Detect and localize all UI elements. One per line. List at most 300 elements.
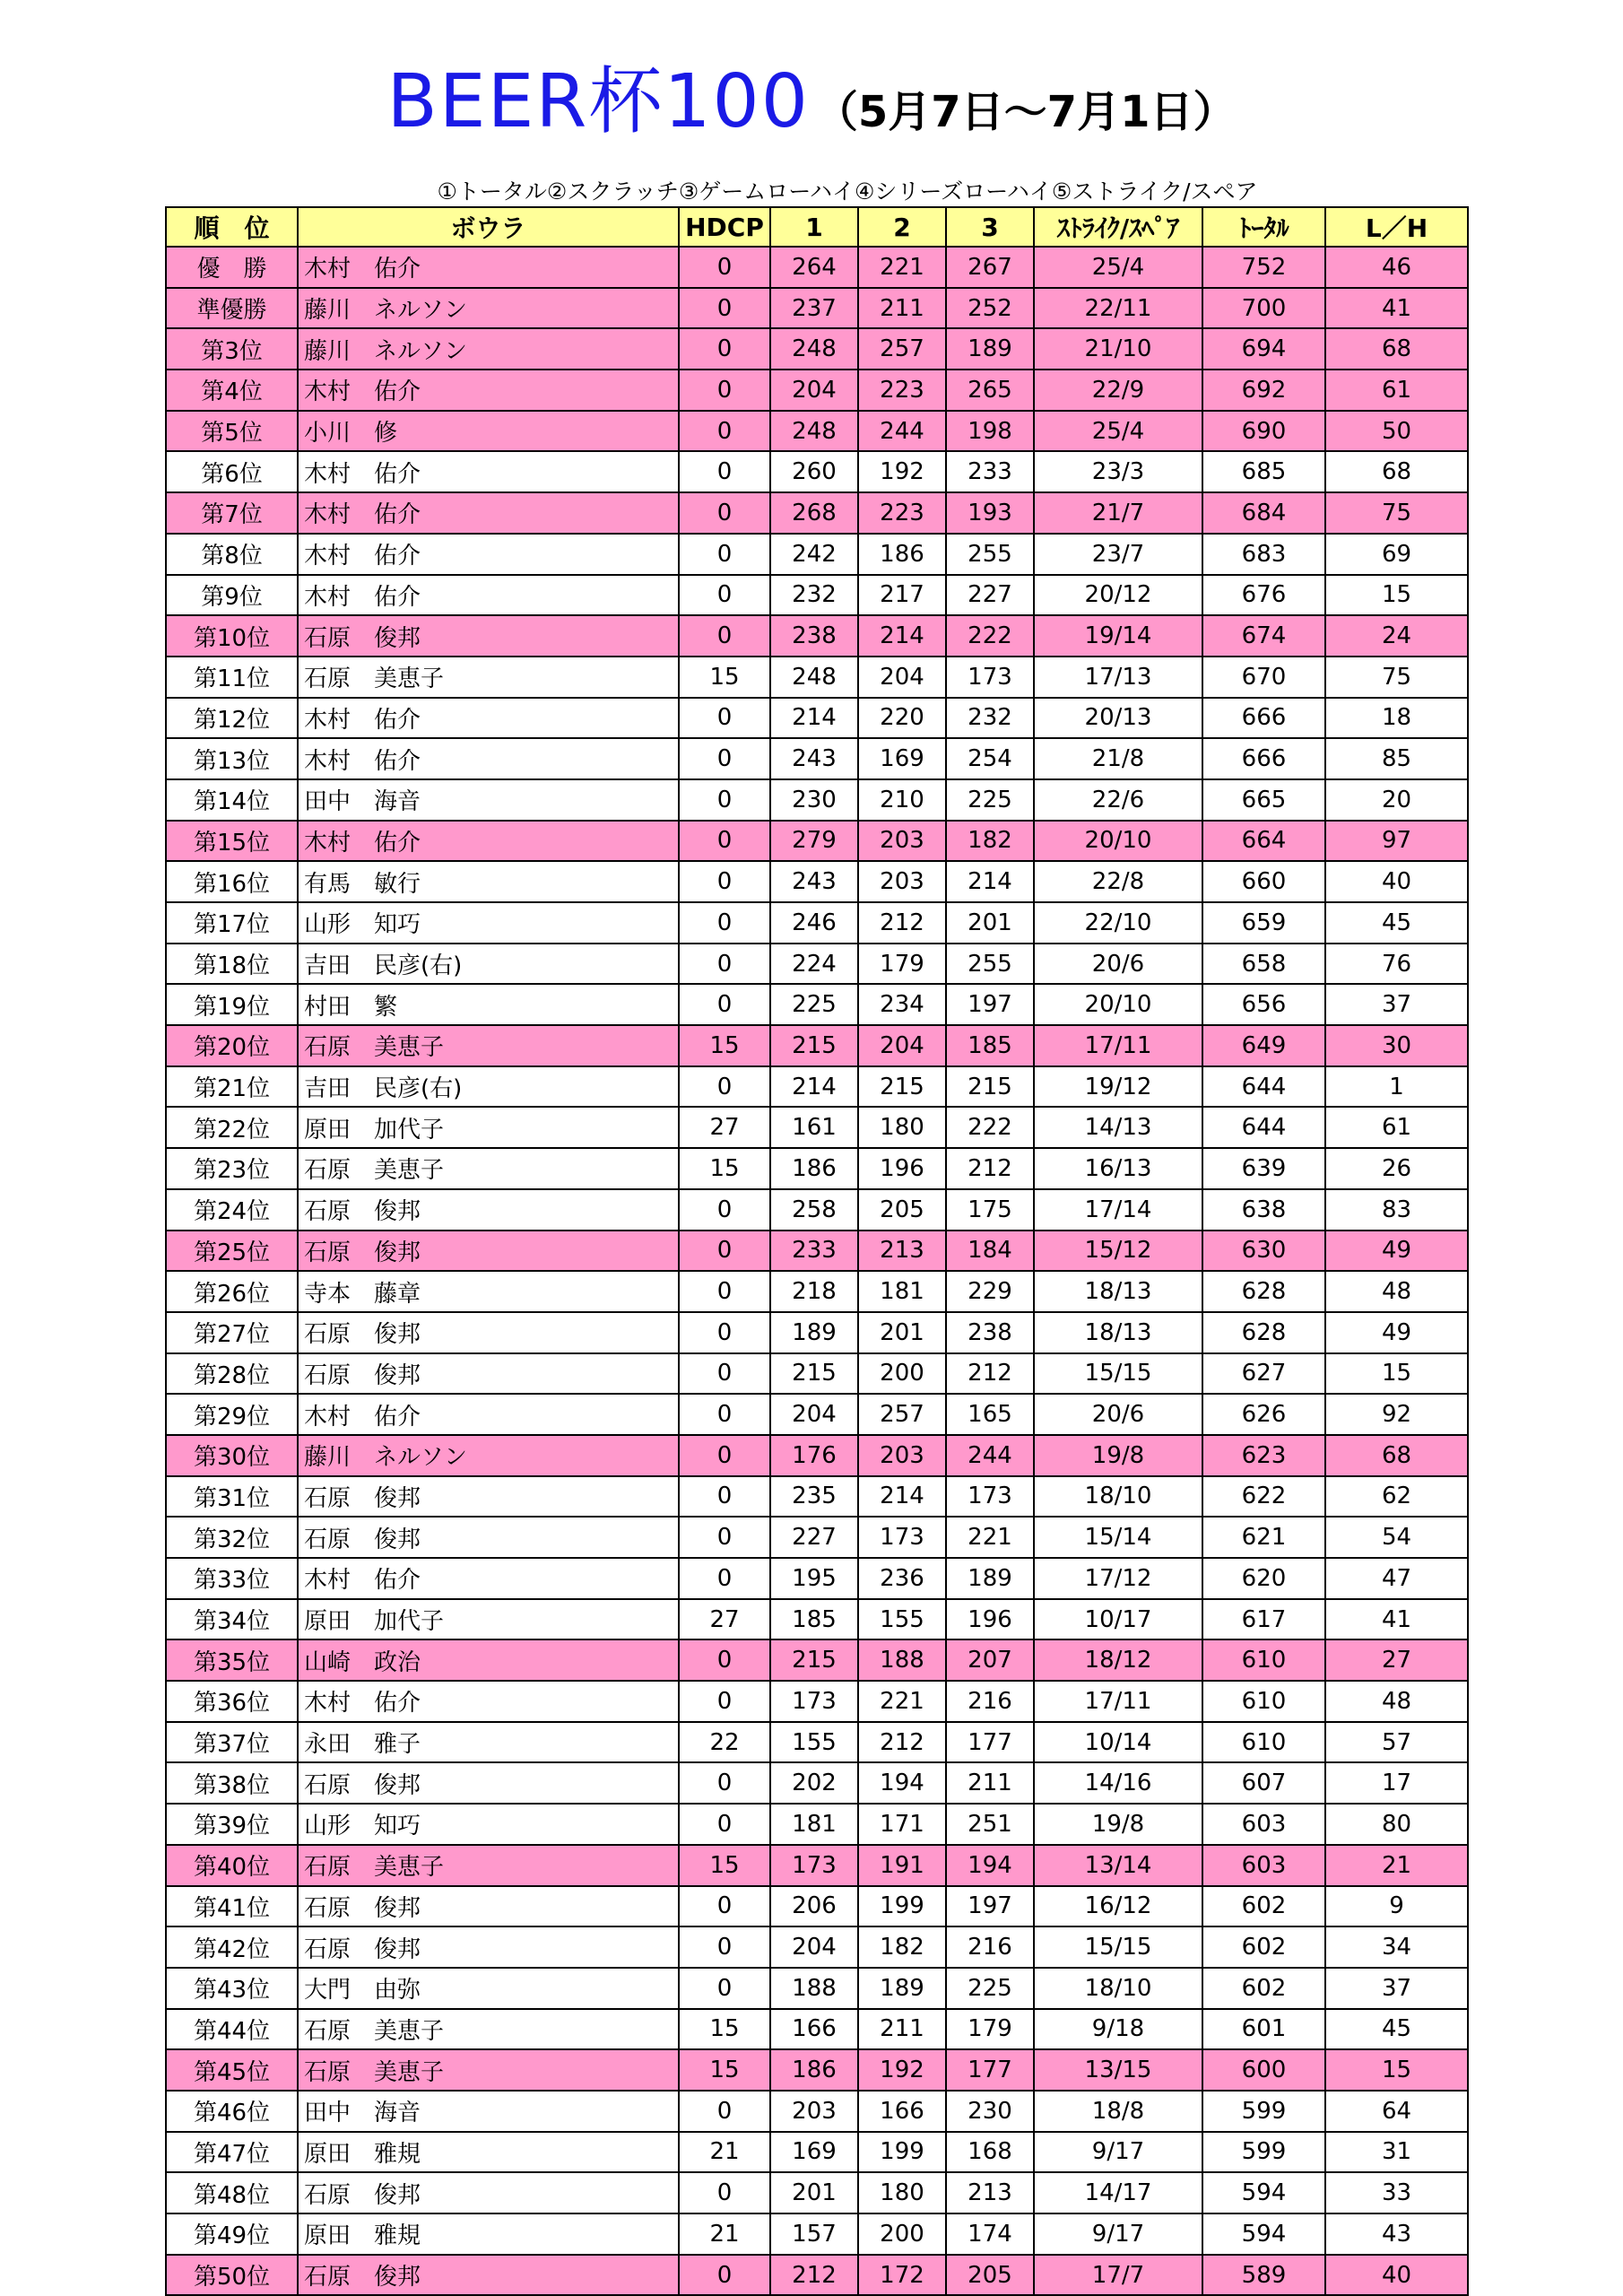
cell-hdcp: 0 [679, 492, 770, 534]
cell-rank: 第40位 [166, 1845, 298, 1886]
cell-game1: 161 [770, 1107, 858, 1148]
cell-rank: 第36位 [166, 1681, 298, 1722]
cell-game1: 243 [770, 861, 858, 902]
column-header-game1: 1 [770, 207, 858, 247]
cell-rank: 第30位 [166, 1435, 298, 1476]
cell-game1: 248 [770, 328, 858, 370]
cell-rank: 第22位 [166, 1107, 298, 1148]
cell-lh: 45 [1325, 2009, 1468, 2050]
cell-bowler: 石原 俊邦 [298, 1762, 679, 1804]
cell-hdcp: 0 [679, 1066, 770, 1108]
cell-hdcp: 0 [679, 1476, 770, 1518]
cell-hdcp: 0 [679, 288, 770, 329]
cell-rank: 第48位 [166, 2172, 298, 2213]
cell-total: 599 [1202, 2132, 1325, 2173]
cell-game1: 233 [770, 1231, 858, 1272]
table-row [166, 1107, 1468, 1148]
cell-game1: 230 [770, 779, 858, 821]
cell-total: 620 [1202, 1558, 1325, 1599]
cell-game1: 189 [770, 1312, 858, 1353]
cell-game2: 223 [858, 492, 946, 534]
table-row [166, 821, 1468, 862]
cell-strike-spare: 9/17 [1034, 2213, 1202, 2255]
cell-game1: 224 [770, 944, 858, 985]
cell-total: 622 [1202, 1476, 1325, 1518]
cell-total: 607 [1202, 1762, 1325, 1804]
cell-strike-spare: 18/13 [1034, 1271, 1202, 1312]
cell-hdcp: 0 [679, 1558, 770, 1599]
cell-game2: 169 [858, 738, 946, 779]
cell-rank: 第34位 [166, 1599, 298, 1640]
cell-strike-spare: 13/15 [1034, 2049, 1202, 2091]
cell-strike-spare: 20/13 [1034, 698, 1202, 739]
cell-game3: 267 [946, 247, 1034, 288]
cell-rank: 第29位 [166, 1394, 298, 1435]
table-row [166, 1066, 1468, 1108]
cell-bowler: 藤川 ネルソン [298, 1435, 679, 1476]
cell-total: 621 [1202, 1517, 1325, 1558]
cell-total: 644 [1202, 1107, 1325, 1148]
page-title [0, 43, 1623, 148]
cell-game1: 169 [770, 2132, 858, 2173]
cell-hdcp: 0 [679, 1639, 770, 1681]
column-header-lh: L／H [1325, 207, 1468, 247]
cell-bowler: 木村 佑介 [298, 1394, 679, 1435]
cell-rank: 第11位 [166, 657, 298, 698]
cell-total: 684 [1202, 492, 1325, 534]
cell-bowler: 石原 俊邦 [298, 1312, 679, 1353]
cell-hdcp: 0 [679, 698, 770, 739]
cell-lh: 57 [1325, 1722, 1468, 1763]
cell-rank: 優 勝 [166, 247, 298, 288]
cell-lh: 41 [1325, 288, 1468, 329]
cell-total: 690 [1202, 411, 1325, 452]
cell-hdcp: 21 [679, 2213, 770, 2255]
cell-bowler: 木村 佑介 [298, 821, 679, 862]
cell-rank: 第7位 [166, 492, 298, 534]
cell-rank: 第42位 [166, 1926, 298, 1968]
cell-total: 589 [1202, 2255, 1325, 2296]
cell-hdcp: 0 [679, 861, 770, 902]
cell-game1: 225 [770, 984, 858, 1025]
cell-game1: 264 [770, 247, 858, 288]
cell-game3: 185 [946, 1025, 1034, 1066]
cell-rank: 第12位 [166, 698, 298, 739]
cell-hdcp: 0 [679, 575, 770, 616]
cell-game3: 189 [946, 328, 1034, 370]
cell-strike-spare: 20/10 [1034, 984, 1202, 1025]
ranking-criteria-legend: ①トータル②スクラッチ③ゲームローハイ④シリーズローハイ⑤ストライク/スペア [437, 178, 1258, 204]
cell-total: 600 [1202, 2049, 1325, 2091]
cell-game3: 232 [946, 698, 1034, 739]
cell-bowler: 寺本 藤章 [298, 1271, 679, 1312]
table-row [166, 1435, 1468, 1476]
cell-game1: 242 [770, 534, 858, 575]
cell-game3: 201 [946, 902, 1034, 944]
table-row [166, 247, 1468, 288]
cell-hdcp: 0 [679, 534, 770, 575]
cell-game1: 235 [770, 1476, 858, 1518]
column-header-bowler: ボウラ [298, 207, 679, 247]
cell-game1: 215 [770, 1353, 858, 1395]
cell-game1: 185 [770, 1599, 858, 1640]
table-row [166, 411, 1468, 452]
cell-hdcp: 0 [679, 1517, 770, 1558]
table-row [166, 1476, 1468, 1518]
cell-lh: 92 [1325, 1394, 1468, 1435]
cell-hdcp: 0 [679, 1189, 770, 1231]
cell-hdcp: 15 [679, 1845, 770, 1886]
table-row [166, 779, 1468, 821]
cell-strike-spare: 18/12 [1034, 1639, 1202, 1681]
cell-game1: 202 [770, 1762, 858, 1804]
table-row [166, 1886, 1468, 1927]
cell-strike-spare: 20/12 [1034, 575, 1202, 616]
cell-bowler: 吉田 民彦(右) [298, 1066, 679, 1108]
cell-total: 670 [1202, 657, 1325, 698]
cell-rank: 第38位 [166, 1762, 298, 1804]
cell-rank: 第37位 [166, 1722, 298, 1763]
column-header-hdcp: HDCP [679, 207, 770, 247]
cell-hdcp: 22 [679, 1722, 770, 1763]
cell-bowler: 小川 修 [298, 411, 679, 452]
cell-hdcp: 21 [679, 2132, 770, 2173]
cell-game2: 201 [858, 1312, 946, 1353]
cell-bowler: 田中 海音 [298, 779, 679, 821]
cell-strike-spare: 22/9 [1034, 370, 1202, 411]
cell-hdcp: 0 [679, 247, 770, 288]
cell-game2: 210 [858, 779, 946, 821]
cell-strike-spare: 14/16 [1034, 1762, 1202, 1804]
column-header-game3: 3 [946, 207, 1034, 247]
cell-bowler: 木村 佑介 [298, 1558, 679, 1599]
cell-bowler: 木村 佑介 [298, 1681, 679, 1722]
cell-lh: 69 [1325, 534, 1468, 575]
cell-lh: 9 [1325, 1886, 1468, 1927]
cell-hdcp: 0 [679, 2255, 770, 2296]
cell-bowler: 石原 俊邦 [298, 1353, 679, 1395]
table-row [166, 2172, 1468, 2213]
cell-game3: 213 [946, 2172, 1034, 2213]
table-row [166, 370, 1468, 411]
cell-strike-spare: 15/14 [1034, 1517, 1202, 1558]
cell-strike-spare: 23/7 [1034, 534, 1202, 575]
cell-rank: 第49位 [166, 2213, 298, 2255]
cell-game2: 186 [858, 534, 946, 575]
cell-bowler: 木村 佑介 [298, 451, 679, 492]
cell-rank: 準優勝 [166, 288, 298, 329]
cell-strike-spare: 18/10 [1034, 1476, 1202, 1518]
cell-game3: 233 [946, 451, 1034, 492]
cell-lh: 27 [1325, 1639, 1468, 1681]
cell-strike-spare: 21/8 [1034, 738, 1202, 779]
cell-total: 685 [1202, 451, 1325, 492]
cell-game1: 206 [770, 1886, 858, 1927]
cell-bowler: 石原 俊邦 [298, 1476, 679, 1518]
cell-total: 610 [1202, 1639, 1325, 1681]
cell-bowler: 原田 加代子 [298, 1107, 679, 1148]
cell-game3: 230 [946, 2091, 1034, 2132]
cell-hdcp: 0 [679, 2172, 770, 2213]
cell-hdcp: 15 [679, 2049, 770, 2091]
cell-bowler: 木村 佑介 [298, 492, 679, 534]
cell-total: 666 [1202, 698, 1325, 739]
cell-hdcp: 0 [679, 1394, 770, 1435]
cell-lh: 64 [1325, 2091, 1468, 2132]
table-row [166, 944, 1468, 985]
cell-rank: 第5位 [166, 411, 298, 452]
cell-lh: 49 [1325, 1312, 1468, 1353]
cell-bowler: 石原 俊邦 [298, 1517, 679, 1558]
cell-total: 666 [1202, 738, 1325, 779]
cell-rank: 第13位 [166, 738, 298, 779]
cell-game3: 211 [946, 1762, 1034, 1804]
cell-strike-spare: 10/17 [1034, 1599, 1202, 1640]
cell-strike-spare: 18/13 [1034, 1312, 1202, 1353]
column-header-total: ﾄｰﾀﾙ [1202, 207, 1325, 247]
cell-bowler: 木村 佑介 [298, 534, 679, 575]
table-row [166, 534, 1468, 575]
cell-hdcp: 15 [679, 1025, 770, 1066]
cell-hdcp: 0 [679, 944, 770, 985]
cell-total: 674 [1202, 615, 1325, 657]
cell-lh: 54 [1325, 1517, 1468, 1558]
cell-rank: 第44位 [166, 2009, 298, 2050]
cell-strike-spare: 17/14 [1034, 1189, 1202, 1231]
table-row [166, 738, 1468, 779]
cell-game2: 212 [858, 1722, 946, 1763]
cell-game2: 211 [858, 2009, 946, 2050]
cell-game2: 166 [858, 2091, 946, 2132]
cell-strike-spare: 17/11 [1034, 1681, 1202, 1722]
cell-strike-spare: 22/10 [1034, 902, 1202, 944]
cell-lh: 40 [1325, 2255, 1468, 2296]
cell-lh: 18 [1325, 698, 1468, 739]
cell-hdcp: 0 [679, 738, 770, 779]
title-period: （5月7日～7月1日） [814, 87, 1237, 137]
column-header-game2: 2 [858, 207, 946, 247]
cell-game3: 173 [946, 1476, 1034, 1518]
cell-strike-spare: 14/13 [1034, 1107, 1202, 1148]
cell-lh: 47 [1325, 1558, 1468, 1599]
cell-game1: 258 [770, 1189, 858, 1231]
cell-rank: 第32位 [166, 1517, 298, 1558]
cell-total: 599 [1202, 2091, 1325, 2132]
cell-game3: 221 [946, 1517, 1034, 1558]
cell-game1: 176 [770, 1435, 858, 1476]
cell-strike-spare: 17/11 [1034, 1025, 1202, 1066]
cell-hdcp: 0 [679, 370, 770, 411]
cell-bowler: 木村 佑介 [298, 370, 679, 411]
table-row [166, 1639, 1468, 1681]
cell-game2: 179 [858, 944, 946, 985]
cell-bowler: 吉田 民彦(右) [298, 944, 679, 985]
cell-strike-spare: 15/12 [1034, 1231, 1202, 1272]
cell-game2: 182 [858, 1926, 946, 1968]
cell-game2: 220 [858, 698, 946, 739]
cell-total: 694 [1202, 328, 1325, 370]
cell-game3: 225 [946, 1968, 1034, 2009]
cell-bowler: 山形 知巧 [298, 902, 679, 944]
cell-total: 676 [1202, 575, 1325, 616]
cell-game1: 260 [770, 451, 858, 492]
cell-bowler: 木村 佑介 [298, 738, 679, 779]
table-row [166, 1148, 1468, 1189]
cell-hdcp: 27 [679, 1107, 770, 1148]
cell-rank: 第31位 [166, 1476, 298, 1518]
cell-game2: 214 [858, 1476, 946, 1518]
cell-game1: 214 [770, 1066, 858, 1108]
cell-game1: 186 [770, 1148, 858, 1189]
cell-game3: 251 [946, 1804, 1034, 1845]
cell-lh: 68 [1325, 1435, 1468, 1476]
cell-game3: 212 [946, 1148, 1034, 1189]
cell-game1: 195 [770, 1558, 858, 1599]
cell-hdcp: 0 [679, 1926, 770, 1968]
cell-hdcp: 0 [679, 1968, 770, 2009]
cell-total: 602 [1202, 1886, 1325, 1927]
cell-strike-spare: 15/15 [1034, 1926, 1202, 1968]
cell-lh: 50 [1325, 411, 1468, 452]
cell-strike-spare: 20/6 [1034, 944, 1202, 985]
table-row [166, 657, 1468, 698]
cell-game2: 172 [858, 2255, 946, 2296]
cell-bowler: 石原 俊邦 [298, 2172, 679, 2213]
cell-strike-spare: 10/14 [1034, 1722, 1202, 1763]
cell-hdcp: 0 [679, 1804, 770, 1845]
cell-hdcp: 0 [679, 1762, 770, 1804]
cell-lh: 34 [1325, 1926, 1468, 1968]
cell-rank: 第19位 [166, 984, 298, 1025]
cell-lh: 61 [1325, 370, 1468, 411]
cell-game2: 203 [858, 821, 946, 862]
cell-strike-spare: 19/12 [1034, 1066, 1202, 1108]
cell-game2: 173 [858, 1517, 946, 1558]
cell-total: 665 [1202, 779, 1325, 821]
table-row [166, 698, 1468, 739]
cell-lh: 17 [1325, 1762, 1468, 1804]
cell-game2: 221 [858, 247, 946, 288]
cell-lh: 21 [1325, 1845, 1468, 1886]
cell-lh: 20 [1325, 779, 1468, 821]
cell-total: 692 [1202, 370, 1325, 411]
cell-strike-spare: 19/14 [1034, 615, 1202, 657]
cell-bowler: 原田 加代子 [298, 1599, 679, 1640]
cell-game2: 214 [858, 615, 946, 657]
cell-game3: 212 [946, 1353, 1034, 1395]
cell-game3: 216 [946, 1926, 1034, 1968]
cell-game2: 191 [858, 1845, 946, 1886]
cell-lh: 15 [1325, 1353, 1468, 1395]
cell-lh: 49 [1325, 1231, 1468, 1272]
cell-strike-spare: 25/4 [1034, 411, 1202, 452]
cell-lh: 83 [1325, 1189, 1468, 1231]
cell-strike-spare: 21/7 [1034, 492, 1202, 534]
cell-game1: 186 [770, 2049, 858, 2091]
cell-game2: 203 [858, 1435, 946, 1476]
table-row [166, 1025, 1468, 1066]
cell-game2: 234 [858, 984, 946, 1025]
cell-lh: 26 [1325, 1148, 1468, 1189]
cell-bowler: 石原 俊邦 [298, 1926, 679, 1968]
cell-rank: 第18位 [166, 944, 298, 985]
cell-game2: 212 [858, 902, 946, 944]
cell-total: 664 [1202, 821, 1325, 862]
cell-total: 602 [1202, 1926, 1325, 1968]
cell-bowler: 石原 俊邦 [298, 1189, 679, 1231]
cell-total: 659 [1202, 902, 1325, 944]
cell-game3: 255 [946, 534, 1034, 575]
table-row [166, 2049, 1468, 2091]
cell-game1: 166 [770, 2009, 858, 2050]
cell-total: 594 [1202, 2172, 1325, 2213]
cell-game3: 198 [946, 411, 1034, 452]
cell-game3: 184 [946, 1231, 1034, 1272]
cell-game3: 215 [946, 1066, 1034, 1108]
cell-game1: 279 [770, 821, 858, 862]
table-row [166, 2132, 1468, 2173]
cell-hdcp: 0 [679, 779, 770, 821]
cell-bowler: 原田 雅規 [298, 2213, 679, 2255]
cell-game3: 222 [946, 615, 1034, 657]
cell-game2: 188 [858, 1639, 946, 1681]
cell-hdcp: 0 [679, 1681, 770, 1722]
cell-bowler: 有馬 敏行 [298, 861, 679, 902]
cell-lh: 43 [1325, 2213, 1468, 2255]
cell-total: 660 [1202, 861, 1325, 902]
cell-bowler: 木村 佑介 [298, 575, 679, 616]
table-row [166, 1722, 1468, 1763]
cell-game2: 223 [858, 370, 946, 411]
cell-strike-spare: 19/8 [1034, 1804, 1202, 1845]
cell-lh: 80 [1325, 1804, 1468, 1845]
cell-rank: 第3位 [166, 328, 298, 370]
cell-game1: 268 [770, 492, 858, 534]
cell-game2: 196 [858, 1148, 946, 1189]
cell-game1: 155 [770, 1722, 858, 1763]
cell-lh: 30 [1325, 1025, 1468, 1066]
cell-bowler: 木村 佑介 [298, 247, 679, 288]
table-row [166, 1271, 1468, 1312]
cell-game3: 207 [946, 1639, 1034, 1681]
cell-game1: 203 [770, 2091, 858, 2132]
cell-hdcp: 0 [679, 821, 770, 862]
cell-strike-spare: 21/10 [1034, 328, 1202, 370]
cell-lh: 41 [1325, 1599, 1468, 1640]
table-row [166, 1394, 1468, 1435]
cell-hdcp: 15 [679, 2009, 770, 2050]
results-body [166, 247, 1468, 2295]
cell-bowler: 田中 海音 [298, 2091, 679, 2132]
cell-lh: 68 [1325, 451, 1468, 492]
cell-total: 603 [1202, 1804, 1325, 1845]
cell-rank: 第46位 [166, 2091, 298, 2132]
cell-bowler: 木村 佑介 [298, 698, 679, 739]
cell-rank: 第45位 [166, 2049, 298, 2091]
cell-bowler: 石原 美恵子 [298, 657, 679, 698]
cell-bowler: 石原 美恵子 [298, 1025, 679, 1066]
cell-bowler: 山形 知巧 [298, 1804, 679, 1845]
cell-hdcp: 0 [679, 411, 770, 452]
cell-strike-spare: 16/12 [1034, 1886, 1202, 1927]
cell-bowler: 永田 雅子 [298, 1722, 679, 1763]
cell-hdcp: 0 [679, 1231, 770, 1272]
cell-strike-spare: 17/12 [1034, 1558, 1202, 1599]
cell-game2: 180 [858, 2172, 946, 2213]
cell-bowler: 石原 美恵子 [298, 2049, 679, 2091]
table-row [166, 1558, 1468, 1599]
cell-game1: 232 [770, 575, 858, 616]
